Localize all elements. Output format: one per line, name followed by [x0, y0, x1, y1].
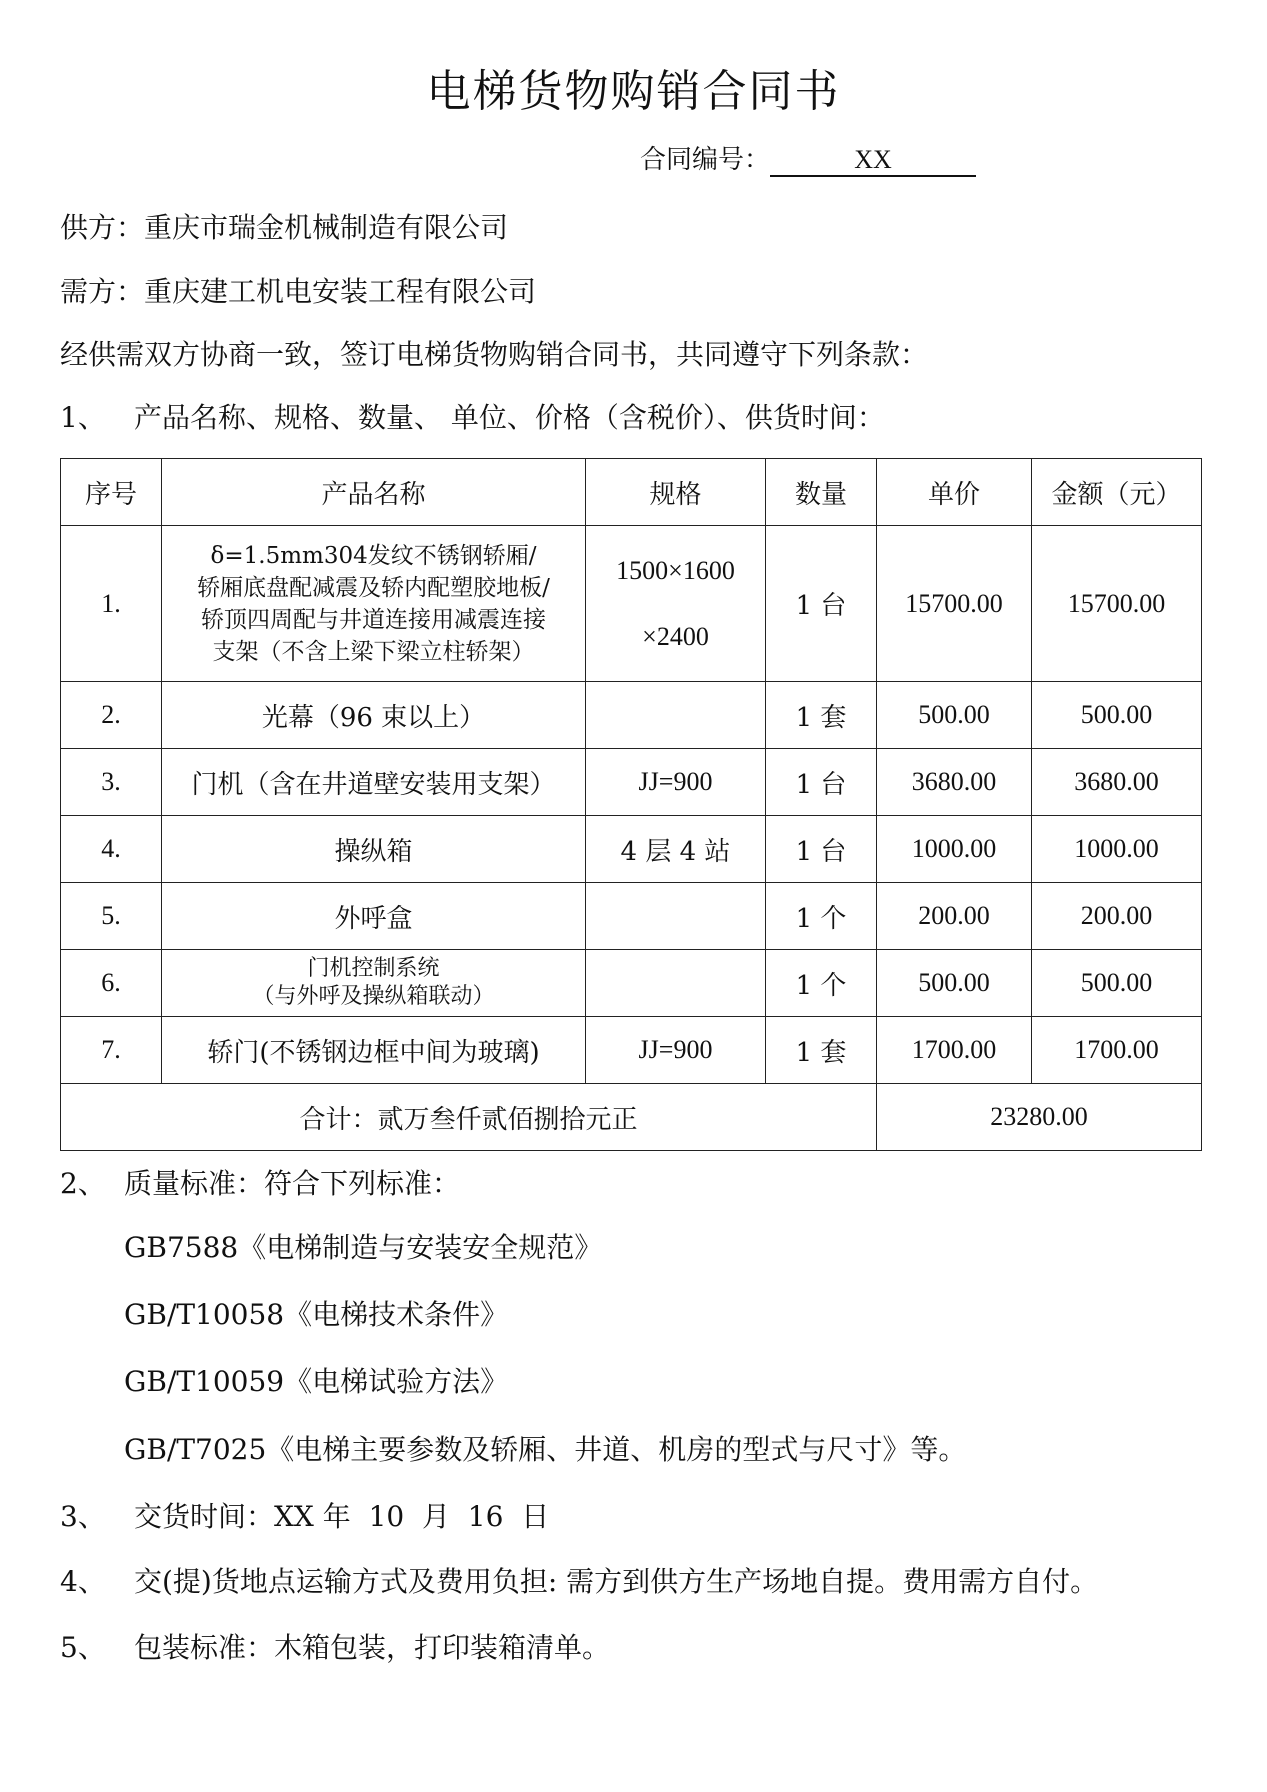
row-qty: 1 套: [766, 682, 877, 749]
row-amount: 3680.00: [1032, 749, 1202, 816]
section-4-text: 交(提)货地点运输方式及费用负担: 需方到供方生产场地自提。费用需方自付。: [134, 1565, 1099, 1598]
standard-item: GB/T10059《电梯试验方法》: [124, 1365, 509, 1398]
row-name: 门机（含在井道壁安装用支架）: [162, 749, 586, 816]
section-1: [60, 398, 885, 438]
row-no: 6.: [61, 950, 162, 1017]
row-name: [162, 950, 586, 1017]
row-spec: [586, 883, 766, 950]
supplier-line: 供方：重庆市瑞金机械制造有限公司: [60, 211, 509, 244]
header-qty: 数量: [766, 459, 877, 526]
contract-number-label: 合同编号：: [640, 145, 771, 175]
row-spec: JJ=900: [586, 1017, 766, 1084]
row-no: 4.: [61, 816, 162, 883]
row-no: 1.: [61, 526, 162, 682]
section-3-number: 3、: [60, 1500, 106, 1533]
table-row: [61, 883, 1202, 950]
total-value: 23280.00: [877, 1084, 1202, 1151]
row-no: 2.: [61, 682, 162, 749]
row-name-line: 轿顶四周配与井道连接用减震连接: [201, 606, 546, 633]
row-amount: 15700.00: [1032, 526, 1202, 682]
row-spec-line: 1500×1600: [616, 555, 735, 585]
section-1-number: 1、: [60, 401, 106, 434]
row-name: 轿门(不锈钢边框中间为玻璃): [162, 1017, 586, 1084]
total-label: 合计：贰万叁仟贰佰捌拾元正: [61, 1084, 877, 1151]
row-spec: [586, 950, 766, 1017]
table-total-row: [61, 1084, 1202, 1151]
table-row: [61, 526, 1202, 682]
row-price: 200.00: [877, 883, 1032, 950]
header-no: 序号: [61, 459, 162, 526]
section-2-number: 2、: [60, 1167, 106, 1200]
section-3-text: 交货时间：XX 年 10 月 16 日: [134, 1500, 550, 1533]
section-4: [60, 1562, 1098, 1602]
row-price: 15700.00: [877, 526, 1032, 682]
intro-line: 经供需双方协商一致，签订电梯货物购销合同书，共同遵守下列条款：: [60, 338, 929, 371]
row-spec-line: ×2400: [642, 621, 709, 651]
row-name: [162, 526, 586, 682]
row-amount: 500.00: [1032, 950, 1202, 1017]
table-row: [61, 816, 1202, 883]
row-price: 1700.00: [877, 1017, 1032, 1084]
row-name: 光幕（96 束以上）: [162, 682, 586, 749]
section-3: [60, 1497, 549, 1537]
table-header-row: [61, 459, 1202, 526]
row-name: 外呼盒: [162, 883, 586, 950]
row-name-line: （与外呼及操纵箱联动）: [252, 984, 495, 1009]
standard-item: GB/T10058《电梯技术条件》: [124, 1298, 509, 1331]
row-name-line: 轿厢底盘配减震及轿内配塑胶地板/: [197, 574, 550, 601]
standard-item: GB/T7025《电梯主要参数及轿厢、井道、机房的型式与尺寸》等。: [124, 1433, 967, 1466]
row-spec: 4 层 4 站: [586, 816, 766, 883]
header-price: 单价: [877, 459, 1032, 526]
table-row: [61, 682, 1202, 749]
table-row: [61, 1017, 1202, 1084]
row-amount: 200.00: [1032, 883, 1202, 950]
section-5: [60, 1628, 610, 1668]
row-qty: 1 台: [766, 816, 877, 883]
row-no: 5.: [61, 883, 162, 950]
row-name-line: δ=1.5mm304发纹不锈钢轿厢/: [210, 542, 537, 569]
section-2-text: 质量标准：符合下列标准：: [124, 1167, 461, 1200]
row-name-line: 支架（不含上梁下梁立柱轿架）: [212, 638, 535, 665]
header-spec: 规格: [586, 459, 766, 526]
row-qty: 1 套: [766, 1017, 877, 1084]
row-qty: 1 台: [766, 749, 877, 816]
document-title: 电梯货物购销合同书: [426, 66, 841, 117]
section-2: [60, 1164, 460, 1204]
row-name-line: 门机控制系统: [307, 956, 440, 981]
row-price: 500.00: [877, 950, 1032, 1017]
row-price: 500.00: [877, 682, 1032, 749]
header-amount: 金额（元）: [1032, 459, 1202, 526]
section-4-number: 4、: [60, 1565, 106, 1598]
section-5-text: 包装标准：木箱包装，打印装箱清单。: [134, 1631, 611, 1664]
product-table: [60, 458, 1202, 1151]
table-row: [61, 749, 1202, 816]
standard-item: GB7588《电梯制造与安装安全规范》: [124, 1231, 603, 1264]
row-qty: 1 个: [766, 883, 877, 950]
row-spec: JJ=900: [586, 749, 766, 816]
row-price: 3680.00: [877, 749, 1032, 816]
row-name: 操纵箱: [162, 816, 586, 883]
header-name: 产品名称: [162, 459, 586, 526]
row-price: 1000.00: [877, 816, 1032, 883]
row-spec: [586, 682, 766, 749]
row-qty: 1 个: [766, 950, 877, 1017]
section-5-number: 5、: [60, 1631, 106, 1664]
contract-number: [640, 142, 976, 178]
row-no: 3.: [61, 749, 162, 816]
row-amount: 1000.00: [1032, 816, 1202, 883]
row-no: 7.: [61, 1017, 162, 1084]
row-amount: 1700.00: [1032, 1017, 1202, 1084]
section-1-text: 产品名称、规格、数量、 单位、价格（含税价）、供货时间：: [134, 401, 885, 434]
buyer-line: 需方：重庆建工机电安装工程有限公司: [60, 275, 537, 308]
row-spec: [586, 526, 766, 682]
table-row: [61, 950, 1202, 1017]
row-qty: 1 台: [766, 526, 877, 682]
row-amount: 500.00: [1032, 682, 1202, 749]
contract-number-value: XX: [770, 145, 976, 177]
